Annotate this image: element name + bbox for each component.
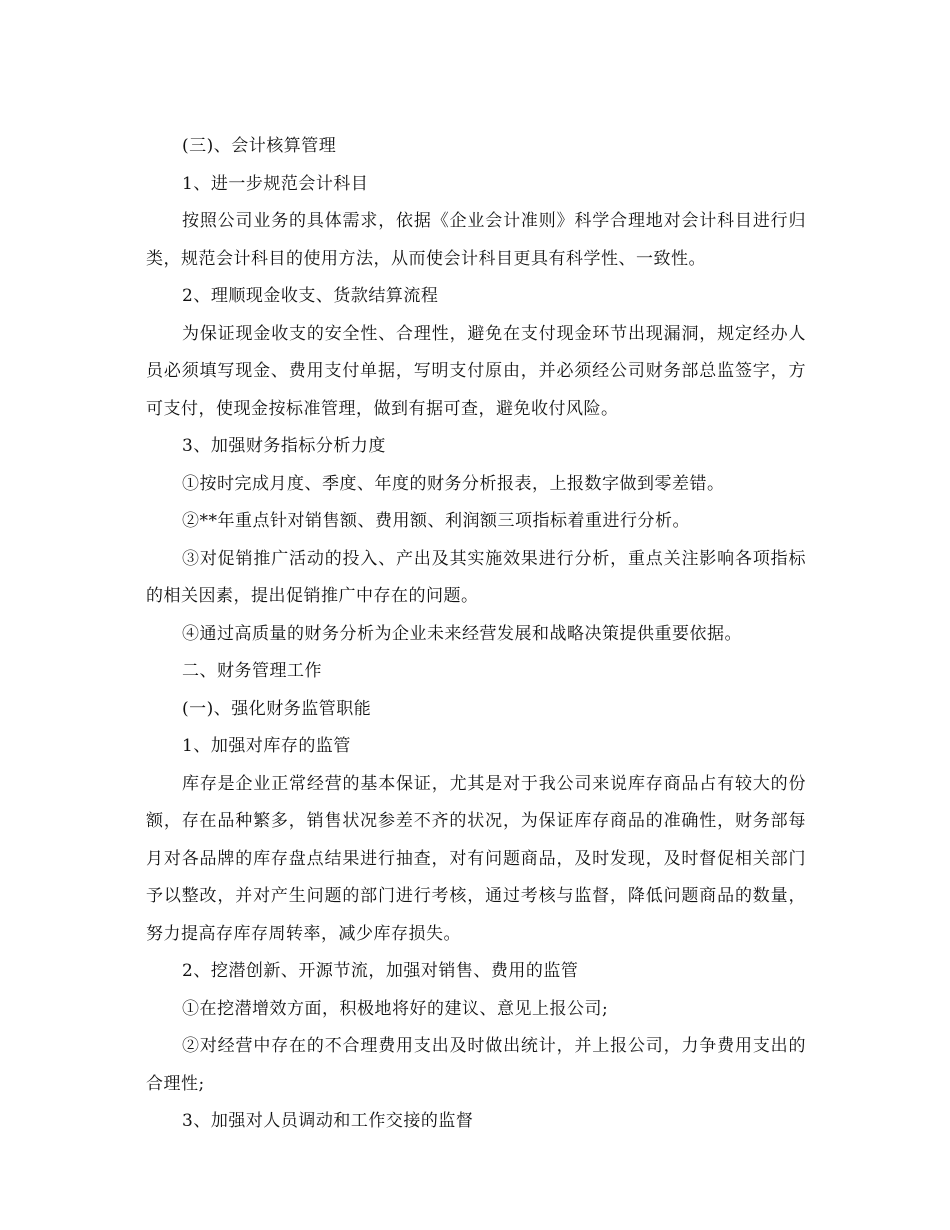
subheading-1: 1、加强对库存的监管: [182, 736, 351, 756]
subheading-3: 3、加强对人员调动和工作交接的监督: [182, 1111, 474, 1131]
document-body: [146, 128, 806, 1141]
list-item: ②对经营中存在的不合理费用支出及时做出统计，并上报公司，力争费用支出的合理性;: [146, 1036, 806, 1094]
subheading-2: 2、挖潜创新、开源节流，加强对销售、费用的监管: [182, 961, 579, 981]
section-heading-supervision: (一)、强化财务监管职能: [182, 698, 372, 719]
paragraph: 为保证现金收支的安全性、合理性，避免在支付现金环节出现漏洞，规定经办人员必须填写现金、费用支付单据，写明支付原由，并必须经公司财务部总监签字，方可支付，使现金按标准管理，做到有据可查，避免收付风险。: [146, 323, 806, 419]
subheading-2: 2、理顺现金收支、货款结算流程: [182, 286, 439, 306]
list-item: ④通过高质量的财务分析为企业未来经营发展和战略决策提供重要依据。: [182, 623, 742, 644]
list-item: ③对促销推广活动的投入、产出及其实施效果进行分析，重点关注影响各项指标的相关因素，提出促销推广中存在的问题。: [146, 548, 806, 606]
list-item: ②**年重点针对销售额、费用额、利润额三项指标着重进行分析。: [182, 511, 690, 531]
section-heading-accounting: (三)、会计核算管理: [182, 136, 337, 156]
list-item: ①在挖潜增效方面，积极地将好的建议、意见上报公司;: [182, 998, 609, 1019]
subheading-3: 3、加强财务指标分析力度: [182, 436, 386, 456]
section-heading-finance: 二、财务管理工作: [182, 661, 322, 681]
paragraph: 库存是企业正常经营的基本保证，尤其是对于我公司来说库存商品占有较大的份额，存在品种繁多，销售状况参差不齐的状况，为保证库存商品的准确性，财务部每月对各品牌的库存盘点结果进行抽查，对有问题商品，及时发现，及时督促相关部门予以整改，并对产生问题的部门进行考核，通过考核与监督，降低问题商品的数量，努力提高存库存周转率，减少库存损失。: [146, 773, 806, 944]
subheading-1: 1、进一步规范会计科目: [182, 173, 369, 194]
paragraph: 按照公司业务的具体需求，依据《企业会计准则》科学合理地对会计科目进行归类，规范会计科目的使用方法，从而使会计科目更具有科学性、一致性。: [146, 211, 806, 269]
list-item: ①按时完成月度、季度、年度的财务分析报表，上报数字做到零差错。: [182, 473, 725, 494]
